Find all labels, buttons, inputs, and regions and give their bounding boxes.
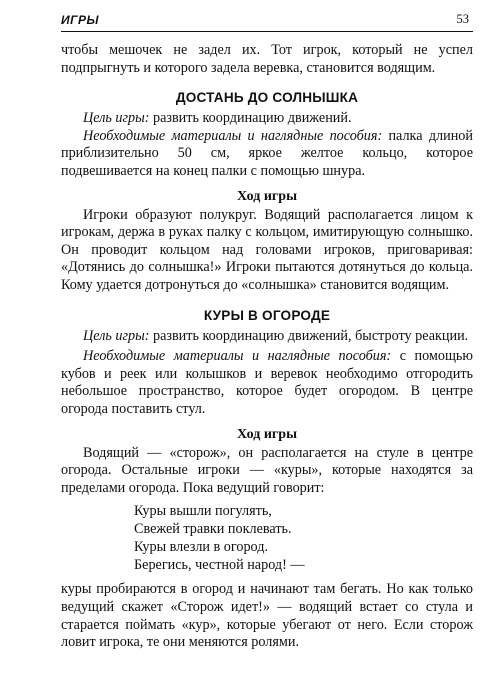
game1-goal bbox=[61, 110, 473, 128]
game1-goal-label: Цель игры: bbox=[83, 110, 150, 127]
game2-goal-text: развить координацию движений, быстроту реакции. bbox=[149, 327, 469, 344]
game2-goal bbox=[61, 328, 473, 346]
game1-title: ДОСТАНЬ ДО СОЛНЫШКА bbox=[175, 90, 359, 106]
rhyme-line: Куры вышли погулять, bbox=[134, 503, 272, 520]
rhyme-verse bbox=[134, 503, 473, 574]
game2-course-title: Ход игры bbox=[237, 426, 297, 442]
game2-materials bbox=[61, 348, 473, 418]
game1-materials-text: палка длиной приблизительно 50 см, яркое желтое кольцо, которое подвешивается на конец палки с помощью шнура. bbox=[61, 127, 473, 179]
game1-goal-text: развить координацию движений. bbox=[149, 110, 352, 127]
game1-course-title: Ход игры bbox=[237, 188, 297, 204]
running-title: ИГРЫ bbox=[61, 13, 99, 27]
game2-materials-label: Необходимые материалы и наглядные пособия: bbox=[83, 348, 392, 365]
page-number: 53 bbox=[456, 12, 469, 26]
running-header bbox=[61, 10, 473, 32]
game1-course-text: Игроки образуют полукруг. Водящий располагается лицом к игрокам, держа в руках палку с кольцом, имитирующую солнышко. Он проводит кольцом над головами игроков, приговаривая: «Дотянись до солнышка!» Игроки пытаются дотянуться до кольца. Кому удается дотронуться до «солнышка» становится водящим. bbox=[61, 206, 473, 293]
game2-after-rhyme: куры пробираются в огород и начинают там бегать. Но как только ведущий скажет «Сторож идет!» — водящий встает со стула и старается поймать «кур», которые убегают от него. Если сторож ловит игрока, те они меняются ролями. bbox=[61, 581, 473, 651]
game2-course-text: Водящий — «сторож», он располагается на стуле в центре огорода. Остальные игроки — «куры», которые находятся за пределами огорода. Пока ведущий говорит: bbox=[61, 444, 473, 496]
game1-materials bbox=[61, 128, 473, 181]
rhyme-line: Свежей травки поклевать. bbox=[134, 521, 292, 538]
game2-goal-label: Цель игры: bbox=[83, 327, 150, 344]
game2-title: КУРЫ В ОГОРОДЕ bbox=[203, 307, 331, 323]
game1-materials-label: Необходимые материалы и наглядные пособия: bbox=[83, 127, 383, 144]
rhyme-line: Куры влезли в огород. bbox=[134, 538, 268, 555]
page-body bbox=[61, 42, 473, 652]
intro-paragraph: чтобы мешочек не задел их. Тот игрок, который не успел подпрыгнуть и которого задела веревка, становится водящим. bbox=[61, 42, 473, 76]
game2-materials-text: с помощью кубов и реек или колышков и веревок необходимо отгородить небольшое пространство, которое будет огородом. В центре огорода поставить стул. bbox=[61, 348, 473, 417]
rhyme-line: Берегись, честной народ! — bbox=[134, 556, 305, 573]
